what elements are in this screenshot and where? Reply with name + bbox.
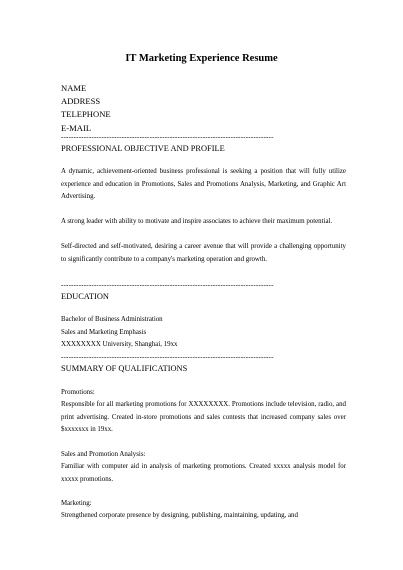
objective-heading: PROFESSIONAL OBJECTIVE AND PROFILE: [61, 144, 225, 153]
promotions-label: Promotions:: [61, 389, 95, 396]
divider: ------------------------------------------------------------------------------------: [61, 281, 274, 289]
education-degree: Bachelor of Business Administration: [61, 316, 163, 323]
document-title: IT Marketing Experience Resume: [125, 53, 278, 64]
marketing-text: Strengthened corporate presence by designing, publishing, maintaining, updating, and: [61, 512, 298, 519]
divider: ------------------------------------------------------------------------------------: [61, 133, 274, 141]
divider: ------------------------------------------------------------------------------------: [61, 353, 274, 361]
contact-email: E-MAIL: [61, 122, 92, 133]
education-heading: EDUCATION: [61, 292, 109, 301]
objective-paragraph-2: A strong leader with ability to motivate and inspire associates to achieve their maximum potential.: [61, 218, 333, 225]
contact-block: [61, 82, 346, 135]
analysis-label: Sales and Promotion Analysis:: [61, 451, 146, 458]
contact-address: ADDRESS: [61, 96, 101, 107]
education-block: [61, 314, 346, 352]
contact-telephone: TELEPHONE: [61, 109, 111, 120]
education-emphasis: Sales and Marketing Emphasis: [61, 328, 147, 336]
objective-paragraph-3: Self-directed and self-motivated, desiring a career avenue that will provide a challenging opportunity to significantly contribute to a company's marketing operation and growth.: [61, 243, 346, 263]
qualifications-heading: SUMMARY OF QUALIFICATIONS: [61, 364, 188, 373]
education-university: XXXXXXXX University, Shanghai, 19xx: [61, 341, 178, 349]
promotions-text: Responsible for all marketing promotions for XXXXXXXX. Promotions include television, radio, and print advertising. Created in-store promotions and sales contests that increased company sales over $xxxxxxx in 19xx.: [61, 401, 346, 434]
analysis-text: Familiar with computer aid in analysis of marketing promotions. Created xxxxx analysis model for xxxxx promotions.: [61, 463, 346, 483]
contact-name: NAME: [61, 83, 87, 93]
objective-paragraph-1: A dynamic, achievement-oriented business professional is seeking a position that will fully utilize experience and education in Promotions, Sales and Promotions Analysis, Marketing, and Graphic Art Advertising.: [61, 168, 346, 201]
marketing-label: Marketing:: [61, 500, 92, 507]
